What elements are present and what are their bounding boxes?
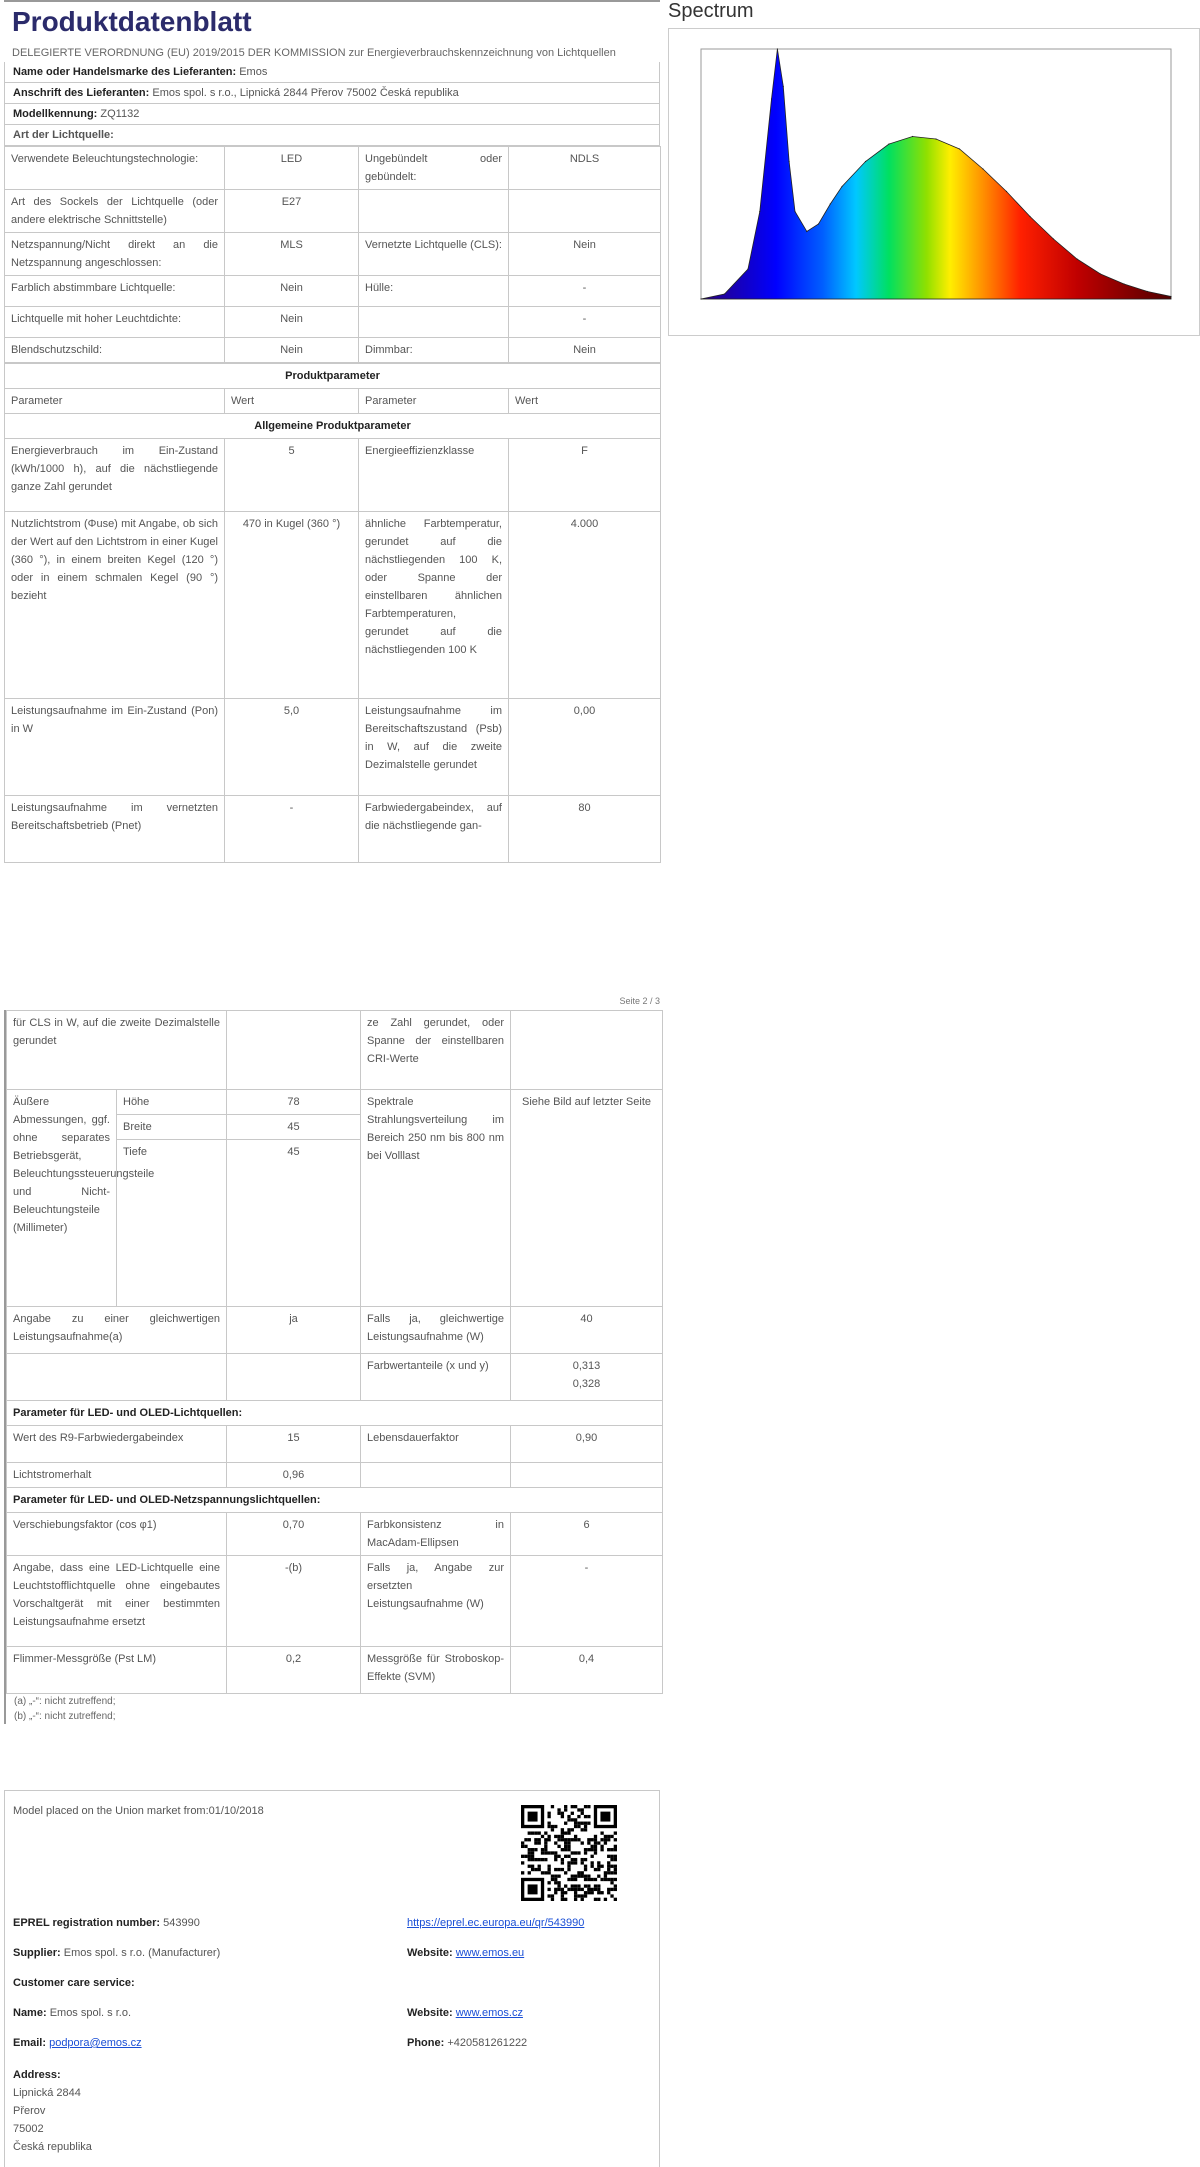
table-cell: Art des Sockels der Lichtquelle (oder andere elektrische Schnittstelle) <box>5 190 225 233</box>
address-line: Lipnická 2844 <box>13 2087 81 2099</box>
type-row <box>5 233 661 276</box>
spectrum-point <box>759 211 760 212</box>
table-cell: MLS <box>225 233 359 276</box>
param-row <box>5 439 661 512</box>
table-cell: E27 <box>225 190 359 233</box>
table-cell: Verwendete Beleuchtungstechnologie: <box>5 147 225 190</box>
params-continued-table <box>6 1010 663 1694</box>
dim-name: Höhe <box>117 1090 227 1115</box>
table-cell: Lichtquelle mit hoher Leuchtdichte: <box>5 307 225 338</box>
table-cell: 470 in Kugel (360 °) <box>225 512 359 699</box>
table-cell <box>511 1463 663 1488</box>
col-header: Parameter <box>359 389 509 414</box>
table-cell: Energieverbrauch im Ein-Zustand (kWh/1000 h), auf die nächstliegende ganze Zahl gerundet <box>5 439 225 512</box>
supplier-label: Name oder Handelsmarke des Lieferanten: <box>13 66 237 78</box>
model-row <box>4 104 660 125</box>
table-cell: LED <box>225 147 359 190</box>
table-cell: - <box>511 1556 663 1647</box>
supplier-value: Emos spol. s r.o. (Manufacturer) <box>63 1947 221 1959</box>
table-cell: - <box>509 307 661 338</box>
spectrum-point <box>777 48 778 49</box>
website-label: Website: <box>407 1947 453 1959</box>
spectrum-point <box>912 136 913 137</box>
table-cell: Leistungsaufnahme im Bereitschaftszustand (Psb) in W, auf die zweite Dezimalstelle gerundet <box>359 699 509 796</box>
light-type-table <box>4 146 661 363</box>
table-cell: 0,70 <box>227 1513 361 1556</box>
spectrum-title: Spectrum <box>668 0 754 22</box>
spectrum-point <box>1053 238 1054 239</box>
dim-value: 78 <box>227 1090 361 1115</box>
footnote: (b) „-“: nicht zutreffend; <box>14 1711 116 1722</box>
table-cell <box>359 307 509 338</box>
type-row <box>5 276 661 307</box>
table-cell: 0,96 <box>227 1463 361 1488</box>
table-cell: ähnliche Farbtemperatur, gerundet auf die nächstliegenden 100 K, oder Spanne der einstellbaren ähnlichen Farbtemperaturen, gerundet auf die nächstliegenden 100 K <box>359 512 509 699</box>
supplier-row <box>4 62 660 83</box>
table-cell: Farbwertanteile (x und y) <box>361 1354 511 1401</box>
param-row <box>7 1011 663 1090</box>
table-cell: - <box>225 796 359 863</box>
table-cell: ja <box>227 1307 361 1354</box>
param-row <box>7 1354 663 1401</box>
spectrum-point <box>959 148 960 149</box>
website-link[interactable]: www.emos.cz <box>455 2007 523 2019</box>
name-label: Name: <box>13 2007 47 2019</box>
spectrum-point <box>1170 296 1171 297</box>
general-header: Allgemeine Produktparameter <box>5 414 661 439</box>
model-value: ZQ1132 <box>100 108 140 120</box>
table-cell: 0,313 0,328 <box>511 1354 663 1401</box>
dim-name: Tiefe <box>117 1140 227 1307</box>
table-cell: Ungebündelt oder gebündelt: <box>359 147 509 190</box>
param-row <box>5 796 661 863</box>
table-cell: Netzspannung/Nicht direkt an die Netzspannung angeschlossen: <box>5 233 225 276</box>
mains-row <box>7 1647 663 1694</box>
table-cell: Lichtstromerhalt <box>7 1463 227 1488</box>
spectrum-point <box>789 161 790 162</box>
table-cell <box>511 1011 663 1090</box>
dimensions-label: Äußere Abmessungen, ggf. ohne separates Betriebsgerät, Beleuchtungssteuerungsteile und Nicht-Beleuchtungsteile (Millimeter) <box>7 1090 117 1307</box>
address-row <box>4 83 660 104</box>
website-label: Website: <box>407 2007 453 2019</box>
col-header: Wert <box>509 389 661 414</box>
email-label: Email: <box>13 2037 47 2049</box>
spectrum-point <box>1076 258 1077 259</box>
supplier-value: Emos <box>239 66 268 78</box>
mains-row <box>7 1556 663 1647</box>
led-row <box>7 1426 663 1463</box>
supplier-label: Supplier: <box>13 1947 61 1959</box>
spectral-label: Spektrale Strahlungsverteilung im Bereich 250 nm bis 800 nm bei Volllast <box>361 1090 511 1307</box>
col-header: Wert <box>225 389 359 414</box>
spectrum-point <box>1123 283 1124 284</box>
dim-value: 45 <box>227 1115 361 1140</box>
led-header: Parameter für LED- und OLED-Lichtquellen: <box>7 1401 663 1426</box>
eprel-info-box <box>4 1790 660 2167</box>
table-cell: Nutzlichtstrom (Φuse) mit Angabe, ob sich der Wert auf den Lichtstrom in einer Kugel (360 °), in einem breiten Kegel (120 °) oder in einem schmalen Kegel (90 °) bezieht <box>5 512 225 699</box>
model-label: Modellkennung: <box>13 108 98 120</box>
address-line: Přerov <box>13 2105 46 2117</box>
page-number: Seite 2 / 3 <box>619 996 660 1006</box>
eprel-reg-value: 543990 <box>163 1917 200 1929</box>
table-cell <box>359 190 509 233</box>
table-cell: Farbkonsistenz in MacAdam-Ellipsen <box>361 1513 511 1556</box>
table-cell: Leistungsaufnahme im vernetzten Bereitschaftsbetrieb (Pnet) <box>5 796 225 863</box>
table-cell: F <box>509 439 661 512</box>
table-cell: Dimmbar: <box>359 338 509 363</box>
table-cell <box>7 1354 227 1401</box>
table-cell: Flimmer-Messgröße (Pst LM) <box>7 1647 227 1694</box>
table-cell: -(b) <box>227 1556 361 1647</box>
spectrum-point <box>1100 273 1101 274</box>
table-cell <box>361 1463 511 1488</box>
table-cell: Nein <box>225 307 359 338</box>
spectrum-point <box>794 211 795 212</box>
param-row <box>5 512 661 699</box>
datasheet-page-1 <box>4 0 660 863</box>
table-cell: Verschiebungsfaktor (cos φ1) <box>7 1513 227 1556</box>
qr-code-icon[interactable] <box>521 1805 617 1901</box>
dim-name: Breite <box>117 1115 227 1140</box>
table-cell: Leistungsaufnahme im Ein-Zustand (Pon) in W <box>5 699 225 796</box>
phone-label: Phone: <box>407 2037 445 2049</box>
spectrum-point <box>747 268 748 269</box>
table-cell: Farblich abstimmbare Lichtquelle: <box>5 276 225 307</box>
table-cell: 5,0 <box>225 699 359 796</box>
table-cell: Lebensdauerfaktor <box>361 1426 511 1463</box>
table-cell: 15 <box>227 1426 361 1463</box>
type-row <box>5 147 661 190</box>
params-header: Produktparameter <box>5 364 661 389</box>
dim-value: 45 <box>227 1140 361 1307</box>
spectrum-point <box>1029 216 1030 217</box>
param-row <box>5 699 661 796</box>
table-cell: Nein <box>509 233 661 276</box>
address-label: Anschrift des Lieferanten: <box>13 87 150 99</box>
table-cell: Blendschutzschild: <box>5 338 225 363</box>
table-cell: für CLS in W, auf die zweite Dezimalstelle gerundet <box>7 1011 227 1090</box>
table-cell: Wert des R9-Farbwiedergabeindex <box>7 1426 227 1463</box>
product-params-table <box>4 363 661 863</box>
address-line: Česká republika <box>13 2141 92 2153</box>
spectrum-point <box>865 161 866 162</box>
param-row <box>7 1307 663 1354</box>
table-cell: 0,2 <box>227 1647 361 1694</box>
table-cell <box>227 1354 361 1401</box>
table-cell <box>227 1011 361 1090</box>
type-row <box>5 338 661 363</box>
address-label: Address: <box>13 2069 61 2081</box>
mains-header: Parameter für LED- und OLED-Netzspannungslichtquellen: <box>7 1488 663 1513</box>
table-cell: 0,4 <box>511 1647 663 1694</box>
phone-value: +420581261222 <box>447 2037 528 2049</box>
table-cell: ze Zahl gerundet, oder Spanne der einstellbaren CRI-Werte <box>361 1011 511 1090</box>
customer-care-label: Customer care service: <box>13 1977 135 1989</box>
spectrum-point <box>1006 191 1007 192</box>
address-line: 75002 <box>13 2123 44 2135</box>
spectrum-point <box>888 143 889 144</box>
table-cell: 0,00 <box>509 699 661 796</box>
table-cell: Vernetzte Lichtquelle (CLS): <box>359 233 509 276</box>
footnote: (a) „-“: nicht zutreffend; <box>14 1696 116 1707</box>
type-row <box>5 190 661 233</box>
table-cell: Angabe, dass eine LED-Lichtquelle eine Leuchtstofflichtquelle ohne eingebautes Vorschaltgerät mit einer bestimmten Leistungsaufnahme ersetzt <box>7 1556 227 1647</box>
placed-on-market: Model placed on the Union market from:01/10/2018 <box>13 1805 264 1817</box>
spectrum-point <box>982 168 983 169</box>
table-cell: 40 <box>511 1307 663 1354</box>
spectrum-area <box>701 49 1171 299</box>
mains-row <box>7 1513 663 1556</box>
regulation-subtitle: DELEGIERTE VERORDNUNG (EU) 2019/2015 DER KOMMISSION zur Energieverbrauchskennzeichnung von Lichtquellen <box>12 47 616 59</box>
table-cell: Nein <box>225 338 359 363</box>
table-cell: Falls ja, Angabe zur ersetzten Leistungsaufnahme (W) <box>361 1556 511 1647</box>
page-title: Produktdatenblatt <box>4 0 660 44</box>
led-row <box>7 1463 663 1488</box>
address-value: Emos spol. s r.o., Lipnická 2844 Přerov 75002 Česká republika <box>152 87 459 99</box>
email-link[interactable]: podpora@emos.cz <box>49 2037 142 2049</box>
spectrum-svg <box>669 29 1199 335</box>
type-row <box>5 307 661 338</box>
table-cell: 80 <box>509 796 661 863</box>
spectral-value: Siehe Bild auf letzter Seite <box>511 1090 663 1307</box>
name-value: Emos spol. s r.o. <box>49 2007 131 2019</box>
table-cell: Energieeffizienzklasse <box>359 439 509 512</box>
spectrum-point <box>724 293 725 294</box>
spectrum-point <box>700 298 701 299</box>
table-cell: 6 <box>511 1513 663 1556</box>
table-cell: Hülle: <box>359 276 509 307</box>
table-cell: 5 <box>225 439 359 512</box>
eprel-link[interactable]: https://eprel.ec.europa.eu/qr/543990 <box>407 1917 585 1929</box>
spectrum-point <box>818 223 819 224</box>
spectrum-point <box>830 203 831 204</box>
light-type-section: Art der Lichtquelle: <box>4 125 660 146</box>
eprel-reg-label: EPREL registration number: <box>13 1917 161 1929</box>
spectrum-point <box>771 98 772 99</box>
table-cell <box>509 190 661 233</box>
datasheet-page-2 <box>4 996 662 1724</box>
table-cell: - <box>509 276 661 307</box>
spectrum-chart <box>668 28 1200 336</box>
table-cell: Angabe zu einer gleichwertigen Leistungsaufnahme(a) <box>7 1307 227 1354</box>
table-cell: Farbwiedergabeindex, auf die nächstliegende gan- <box>359 796 509 863</box>
spectrum-point <box>806 231 807 232</box>
spectrum-point <box>841 186 842 187</box>
table-cell: Falls ja, gleichwertige Leistungsaufnahme (W) <box>361 1307 511 1354</box>
website-link[interactable]: www.emos.eu <box>455 1947 525 1959</box>
spectrum-point <box>783 86 784 87</box>
spectrum-point <box>1147 291 1148 292</box>
table-cell: 4.000 <box>509 512 661 699</box>
table-cell: Nein <box>509 338 661 363</box>
table-cell: Nein <box>225 276 359 307</box>
table-cell: NDLS <box>509 147 661 190</box>
col-header: Parameter <box>5 389 225 414</box>
table-cell: Messgröße für Stroboskop-Effekte (SVM) <box>361 1647 511 1694</box>
table-cell: 0,90 <box>511 1426 663 1463</box>
spectrum-point <box>935 138 936 139</box>
